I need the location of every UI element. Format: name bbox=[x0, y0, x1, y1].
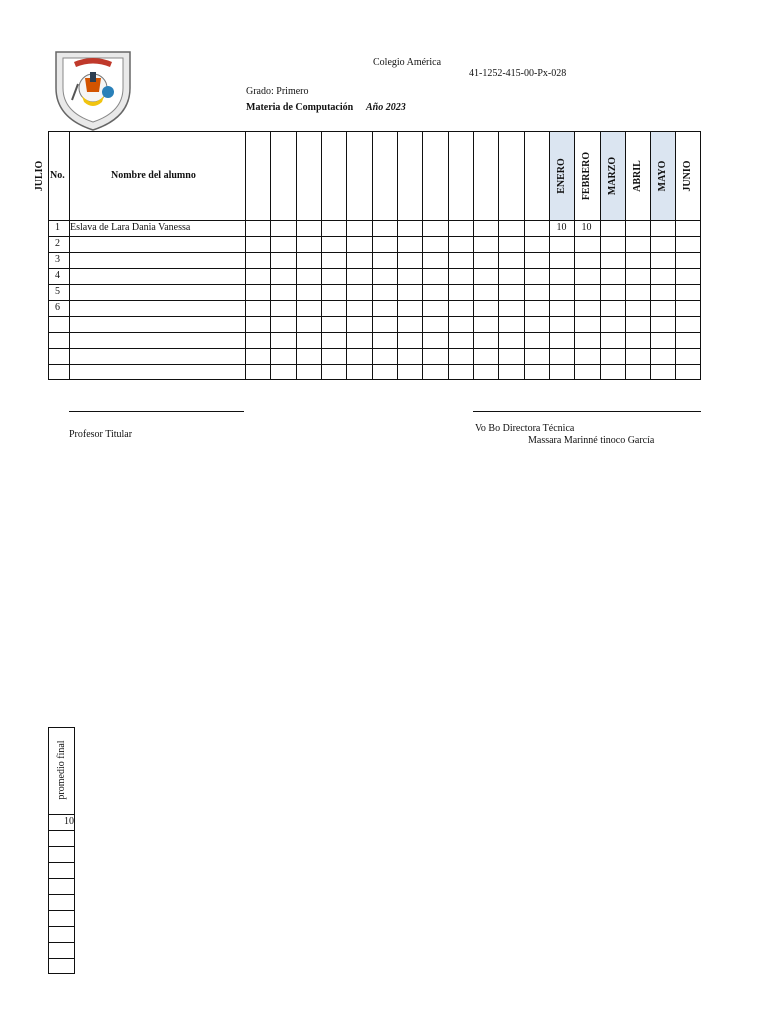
director-name: Massara Marinné tinoco García bbox=[528, 435, 655, 446]
col-header-name: Nombre del alumno bbox=[111, 170, 196, 181]
month-header-enero: ENERO bbox=[555, 157, 567, 194]
month-header-marzo: MARZO bbox=[606, 156, 618, 195]
col-header-no: No. bbox=[50, 170, 65, 181]
subject-label: Materia de Computación bbox=[246, 102, 354, 113]
final-average-header: promedio final bbox=[56, 740, 67, 800]
director-title: Vo Bo Directora Técnica bbox=[475, 423, 575, 434]
month-header-mayo: MAYO bbox=[656, 160, 668, 191]
grade-enero: 10 bbox=[556, 222, 567, 233]
document-code: 41-1252-415-00-Px-028 bbox=[469, 68, 567, 79]
final-average-value: 10 bbox=[64, 816, 74, 827]
month-header-julio: JULIO bbox=[34, 160, 45, 191]
teacher-signature-label: Profesor Titular bbox=[69, 429, 133, 440]
month-header-febrero: FEBRERO bbox=[581, 151, 592, 200]
teacher-signature-line bbox=[69, 411, 244, 412]
school-crest-logo bbox=[52, 48, 134, 132]
row-number: 2 bbox=[55, 238, 60, 249]
month-header-abril: ABRIL bbox=[631, 159, 643, 192]
grade-label: Grado: Primero bbox=[246, 86, 309, 97]
row-number: 1 bbox=[55, 222, 60, 233]
grade-febrero: 10 bbox=[581, 222, 592, 233]
month-header-junio: JUNIO bbox=[682, 159, 693, 192]
student-name: Eslava de Lara Dania Vanessa bbox=[70, 222, 191, 233]
row-number: 5 bbox=[55, 286, 60, 297]
row-number: 4 bbox=[55, 270, 60, 281]
grades-table bbox=[48, 131, 701, 380]
director-signature-line bbox=[473, 411, 701, 412]
row-number: 6 bbox=[55, 302, 60, 313]
school-name: Colegio América bbox=[373, 57, 442, 68]
year-label: Año 2023 bbox=[366, 102, 406, 113]
row-number: 3 bbox=[55, 254, 60, 265]
